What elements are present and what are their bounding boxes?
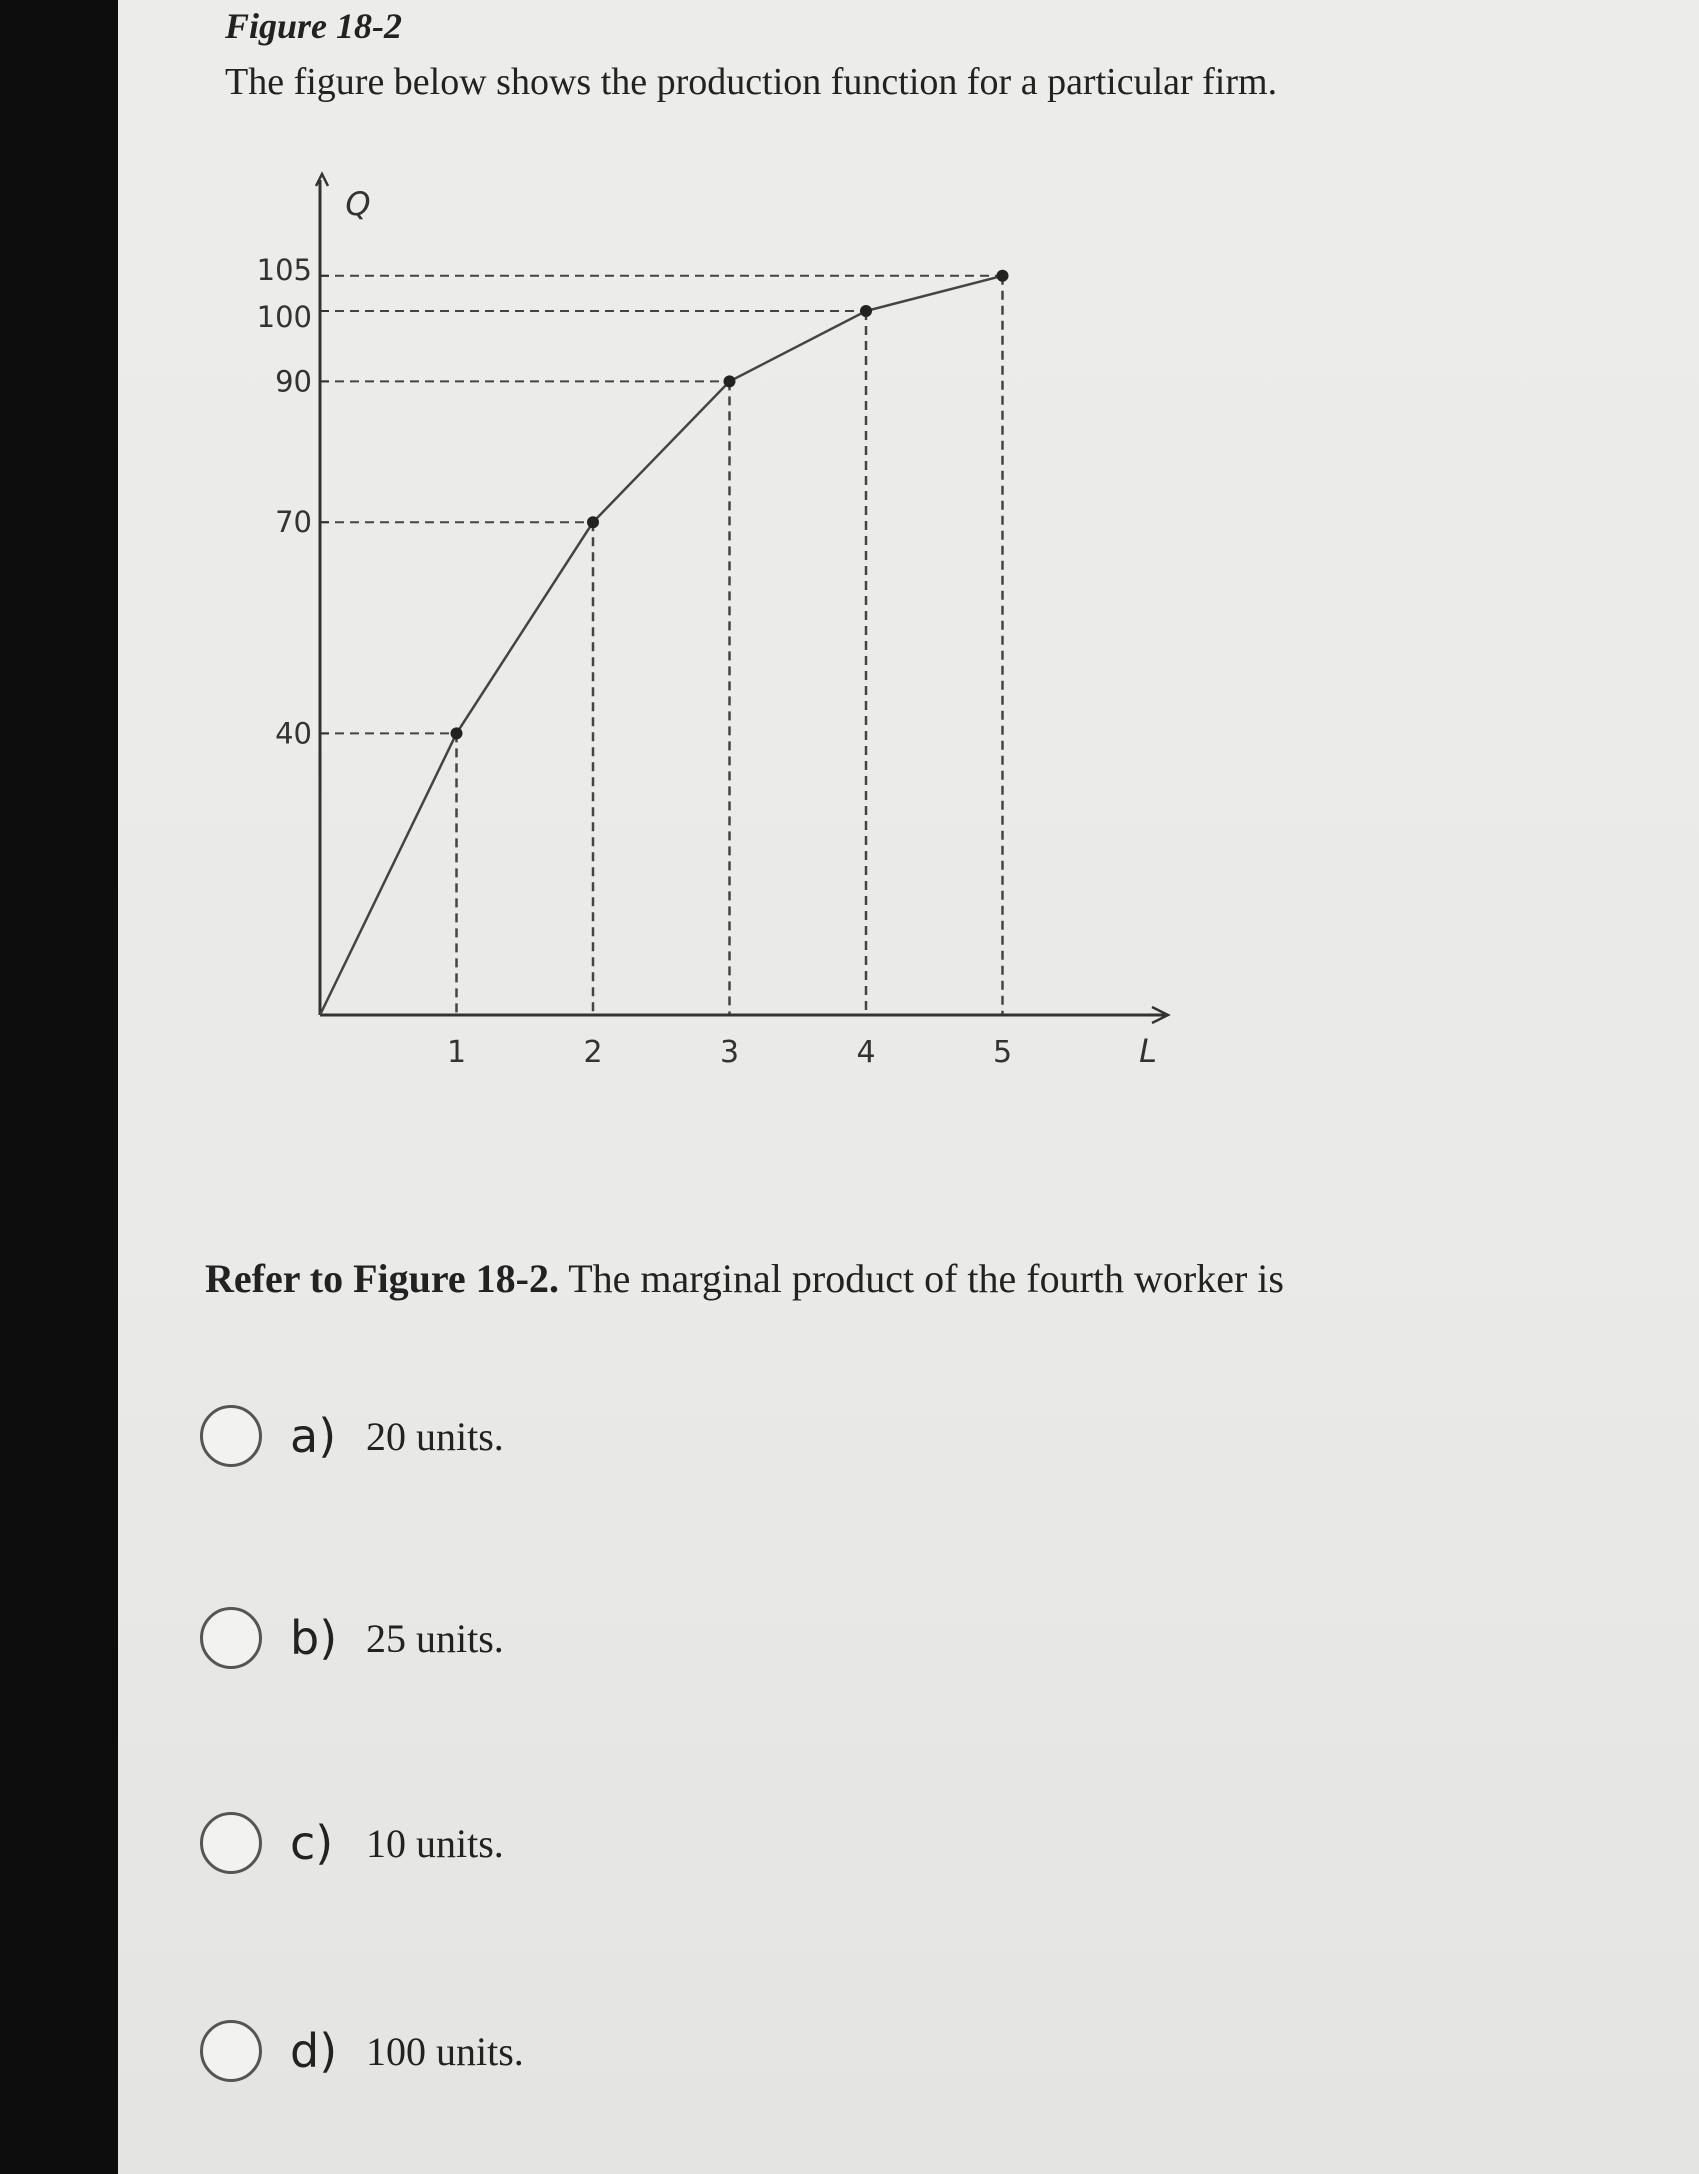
data-point <box>997 270 1009 282</box>
option-d-text: 100 units. <box>366 2028 524 2074</box>
data-point <box>724 375 736 387</box>
x-tick-label: 5 <box>992 1035 1013 1070</box>
y-tick-label: 100 <box>256 300 312 334</box>
question-figure-ref: Refer to Figure 18-2. <box>205 1256 559 1301</box>
y-tick-label: 40 <box>275 716 312 751</box>
option-a-text: 20 units. <box>366 1413 504 1459</box>
radio-button-d[interactable] <box>200 2020 262 2082</box>
option-b-letter: b) <box>290 1611 338 1665</box>
guide-lines <box>320 276 1003 1015</box>
option-a[interactable] <box>200 1405 504 1467</box>
option-b-text: 25 units. <box>366 1615 504 1661</box>
option-d[interactable] <box>200 2020 524 2082</box>
x-tick-label: 1 <box>446 1035 467 1070</box>
radio-button-a[interactable] <box>200 1405 262 1467</box>
y-tick-labels <box>257 253 312 751</box>
option-d-letter: d) <box>290 2024 338 2078</box>
figure-title: Figure 18-2 <box>225 6 403 46</box>
question-body: The marginal product of the fourth worker is <box>558 1256 1284 1301</box>
x-tick-label: 2 <box>583 1035 603 1070</box>
x-tick-labels <box>447 1035 1012 1070</box>
option-c-letter: c) <box>290 1816 334 1870</box>
option-b[interactable] <box>200 1607 504 1669</box>
y-tick-label: 70 <box>275 505 312 540</box>
data-point <box>451 727 463 739</box>
option-c[interactable] <box>200 1812 504 1874</box>
y-axis-label: Q <box>345 185 371 223</box>
y-tick-label: 105 <box>256 252 312 287</box>
figure-caption: The figure below shows the production function for a particular firm. <box>225 61 1278 103</box>
data-point <box>587 516 599 528</box>
x-axis-label: L <box>1139 1032 1157 1070</box>
x-tick-label: 3 <box>719 1035 740 1070</box>
production-curve <box>320 276 1003 1015</box>
data-point <box>860 305 872 317</box>
x-tick-label: 4 <box>856 1035 876 1070</box>
option-a-letter: a) <box>290 1409 337 1463</box>
radio-button-b[interactable] <box>200 1607 262 1669</box>
option-c-text: 10 units. <box>366 1820 504 1866</box>
y-tick-label: 90 <box>275 364 312 399</box>
question-text <box>205 1255 1284 1302</box>
y-axis-arrow <box>316 174 328 186</box>
radio-button-c[interactable] <box>200 1812 262 1874</box>
